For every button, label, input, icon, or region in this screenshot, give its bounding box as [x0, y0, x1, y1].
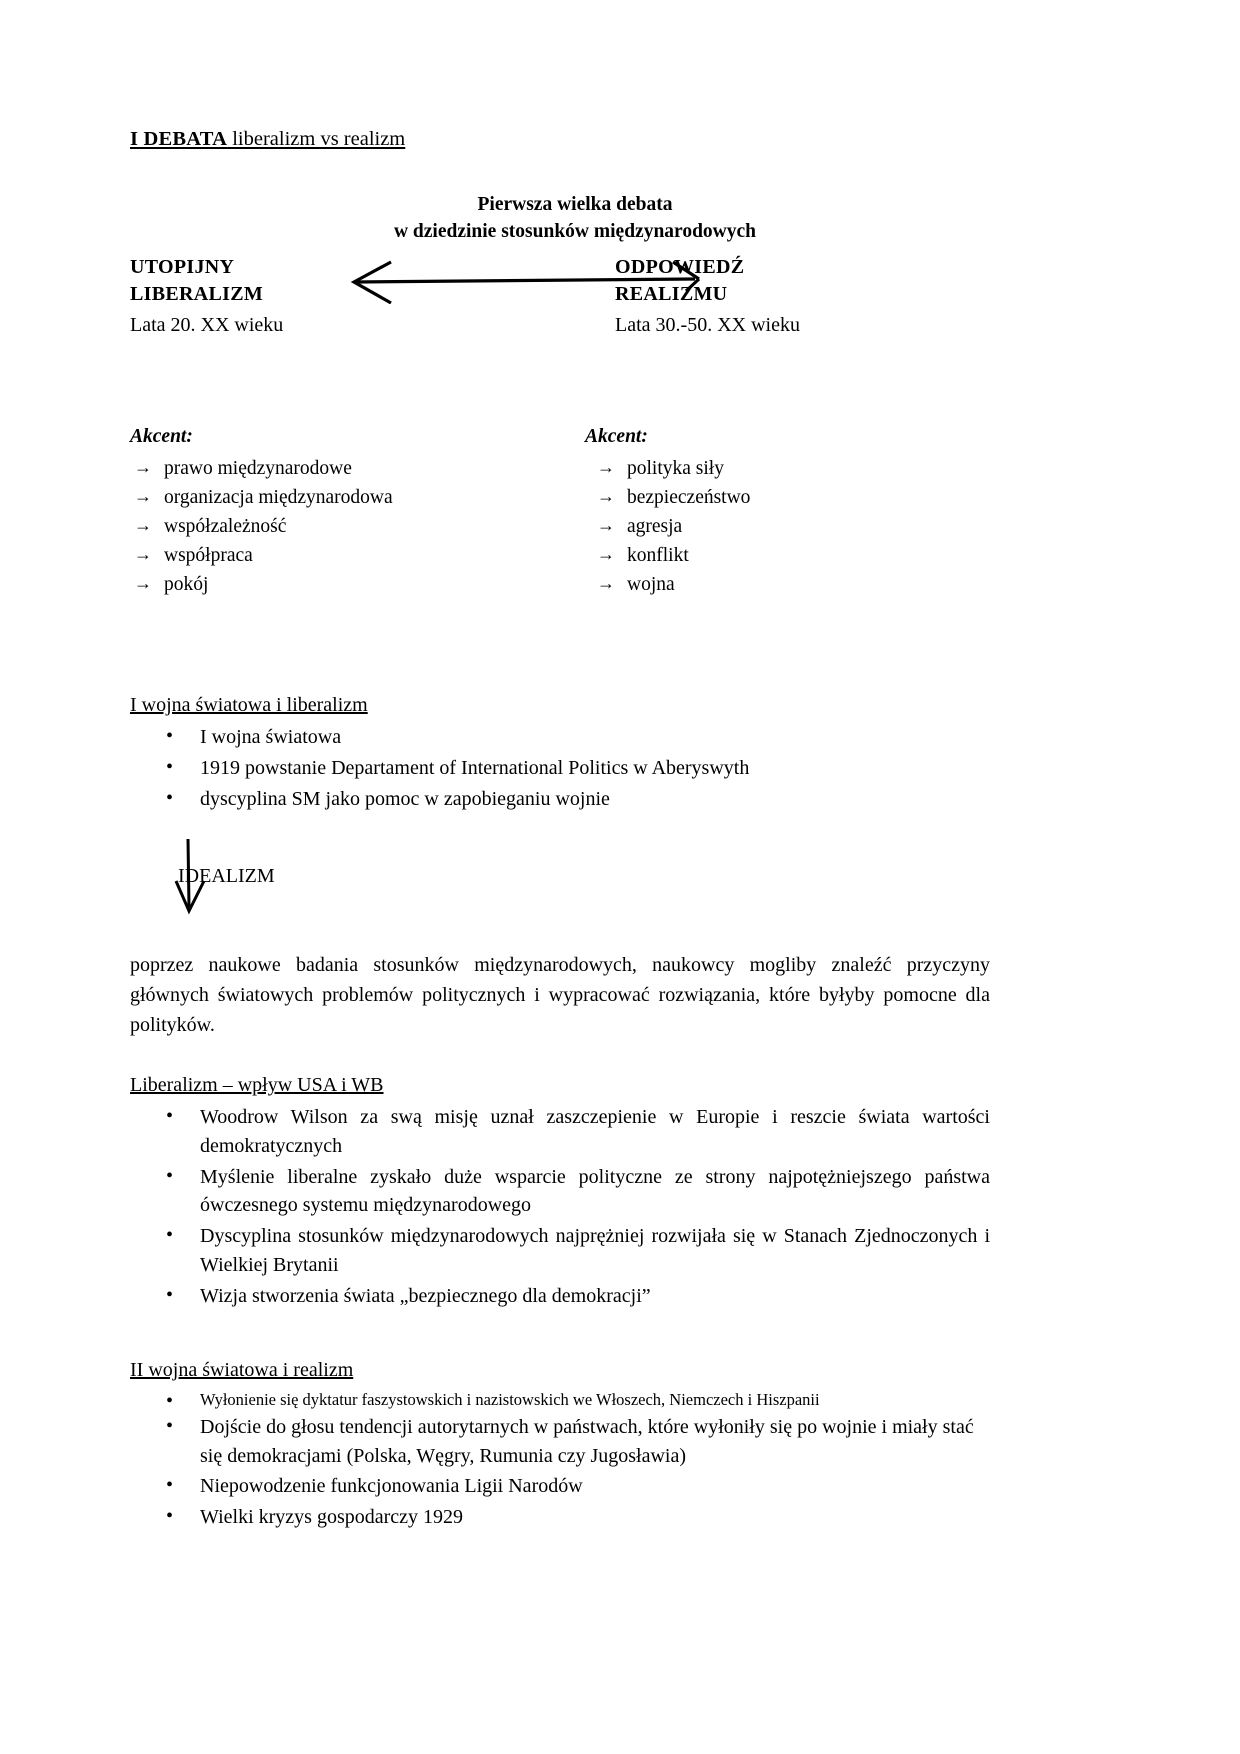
section-ww2 — [130, 1359, 990, 1532]
list-item: • Wyłonienie się dyktatur faszystowskich i nazistowskich we Włoszech, Niemczech i Hiszpanii — [130, 1388, 990, 1411]
list-item-label: polityka siły — [627, 457, 724, 479]
akcent-left — [130, 426, 560, 599]
list-item: • Dyscyplina stosunków międzynarodowych najprężniej rozwijała się w Stanach Zjednoczonych i Wielkiej Brytanii — [130, 1222, 990, 1280]
list-item — [585, 454, 985, 483]
utopian-years: Lata 20. XX wieku — [130, 314, 284, 337]
debate-comparison — [130, 254, 990, 374]
list-item: • Woodrow Wilson za swą misję uznał zaszczepienie w Europie i reszcie świata wartości demokratycznych — [130, 1103, 990, 1161]
idealizm-annotation — [130, 837, 990, 929]
realism-years: Lata 30.-50. XX wieku — [615, 314, 800, 337]
idealizm-label: IDEALIZM — [178, 865, 275, 888]
section-heading-liberalism: Liberalizm – wpływ USA i WB — [130, 1074, 384, 1097]
section-heading-ww2: II wojna światowa i realizm — [130, 1358, 354, 1381]
list-item: • Niepowodzenie funkcjonowania Ligii Narodów — [130, 1472, 990, 1501]
ww1-paragraph: poprzez naukowe badania stosunków międzynarodowych, naukowcy mogliby znaleźć przyczyny głównych światowych problemów politycznych i wypracować rozwiązania, które byłyby pomocne dla polityków. — [130, 954, 990, 1036]
utopian-title-line1: UTOPIJNY — [130, 255, 235, 278]
arrow-icon: → — [597, 485, 615, 506]
list-item: • Myślenie liberalne zyskało duże wsparcie polityczne ze strony najpotężniejszego państwa ówczesnego systemu międzynarodowego — [130, 1163, 990, 1221]
ww1-bullet-list — [130, 723, 990, 813]
arrow-icon: → — [134, 544, 152, 565]
list-item: • dyscyplina SM jako pomoc w zapobieganiu wojnie — [130, 785, 990, 814]
arrow-icon: → — [597, 573, 615, 594]
liberalism-bullet-list — [130, 1103, 990, 1311]
list-item — [130, 512, 560, 541]
list-item-label: konflikt — [627, 545, 689, 567]
arrow-icon: → — [597, 456, 615, 477]
arrow-icon: → — [134, 515, 152, 536]
list-item-label: pokój — [164, 574, 209, 596]
page-title-rest: liberalizm vs realizm — [227, 128, 406, 150]
section-liberalism — [130, 1074, 990, 1311]
arrow-icon: → — [134, 456, 152, 477]
list-item — [585, 512, 985, 541]
list-item — [585, 570, 985, 599]
list-item: • 1919 powstanie Departament of International Politics w Aberyswyth — [130, 754, 990, 783]
akcent-comparison — [130, 426, 990, 616]
list-item — [585, 483, 985, 512]
arrow-icon: → — [597, 515, 615, 536]
debate-heading — [130, 191, 990, 246]
utopian-title-line2: LIBERALIZM — [130, 283, 264, 306]
list-item-label: wojna — [627, 574, 675, 596]
page-title — [130, 128, 990, 151]
arrow-icon: → — [134, 485, 152, 506]
list-item-label: współpraca — [164, 545, 253, 567]
section-ww1 — [130, 694, 990, 1040]
list-item: • Dojście do głosu tendencji autorytarnych w państwach, które wyłoniły się po wojnie i miały stać się demokracjami (Polska, Węgry, Rumunia czy Jugosławia) — [130, 1413, 990, 1471]
list-item — [130, 483, 560, 512]
list-item: • I wojna światowa — [130, 723, 990, 752]
list-item — [130, 570, 560, 599]
list-item: • Wielki kryzys gospodarczy 1929 — [130, 1503, 990, 1532]
list-item-label: agresja — [627, 516, 683, 538]
list-item-label: współzależność — [164, 516, 287, 538]
akcent-label-right: Akcent: — [585, 425, 648, 447]
arrow-icon: → — [134, 573, 152, 594]
akcent-label-left: Akcent: — [130, 425, 193, 447]
realism-title-line2: REALIZMU — [615, 283, 728, 306]
section-heading-ww1: I wojna światowa i liberalizm — [130, 693, 368, 716]
column-utopian-liberalism — [130, 254, 460, 340]
ww2-bullet-list — [130, 1388, 990, 1532]
akcent-left-list — [130, 454, 560, 599]
list-item-label: organizacja międzynarodowa — [164, 486, 393, 508]
akcent-right — [585, 426, 985, 599]
debate-heading-line1: Pierwsza wielka debata — [477, 193, 673, 215]
arrow-icon: → — [597, 544, 615, 565]
document-content — [130, 128, 990, 1534]
list-item — [130, 541, 560, 570]
list-item — [585, 541, 985, 570]
column-realism-response — [615, 254, 975, 340]
realism-title-line1: ODPOWIEDŹ — [615, 255, 745, 278]
list-item — [130, 454, 560, 483]
akcent-right-list — [585, 454, 985, 599]
debate-heading-line2: w dziedzinie stosunków międzynarodowych — [393, 221, 757, 243]
list-item-label: bezpieczeństwo — [627, 486, 751, 508]
list-item-label: prawo międzynarodowe — [164, 457, 352, 479]
list-item: • Wizja stworzenia świata „bezpiecznego dla demokracji” — [130, 1282, 990, 1311]
page-title-bold: I DEBATA — [130, 128, 228, 150]
